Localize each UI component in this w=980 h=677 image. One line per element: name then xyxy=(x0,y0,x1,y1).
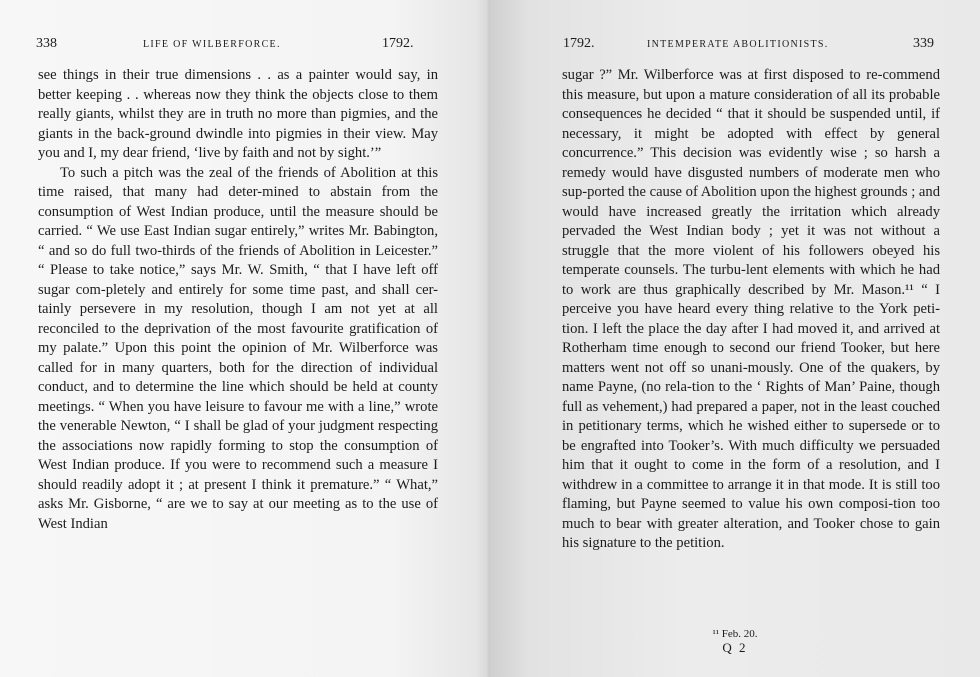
left-page-year: 1792. xyxy=(382,36,414,51)
left-paragraph-2: To such a pitch was the zeal of the friends of Abolition at this time raised, that many had deter-mined to abstain from the consumption of West Indian produce, until the measure should be carried. “ We use East Indian sugar entirely,” writes Mr. Babington, “ and so do full two-thirds of the friends of Abolition in Leicester.” “ Please to take notice,” says Mr. W. Smith, “ that I have left off sugar com-pletely and entirely for some time past, and shall cer-tainly persevere in my resolution, though I am not yet at all reconciled to the deprivation of the most favourite gratification of my palate.” Upon this point the opinion of Mr. Wilberforce was called for in many quarters, both for the direction of individual conduct, and to determine the line which should be held at county meetings. “ When you have leisure to favour me with a line,” wrote the venerable Newton, “ I shall be glad of your judgment respecting the associations now rapidly forming to stop the consumption of West Indian produce. If you were to recommend such a measure I should readily adopt it ; at present I think it premature.” “ What,” asks Mr. Gisborne, “ are we to say at our meeting as to the use of West Indian xyxy=(38,164,438,532)
right-page xyxy=(490,0,980,677)
left-page-header xyxy=(0,36,490,54)
right-page-header xyxy=(490,36,980,54)
right-page-year: 1792. xyxy=(563,36,595,51)
left-running-head: LIFE OF WILBERFORCE. xyxy=(143,39,281,50)
right-running-head: INTEMPERATE ABOLITIONISTS. xyxy=(647,39,829,50)
left-paragraph-1: see things in their true dimensions . . as a painter would say, in better keeping . . whereas now they think the objects close to them really giants, whilst they are in truth no more than pigmies, and the giants in the back-ground dwindle into pigmies in their view. May you and I, my dear friend, ‘live by faith and not by sight.’” xyxy=(38,67,438,161)
right-paragraph-1: sugar ?” Mr. Wilberforce was at first disposed to re-commend this measure, but upon a mature consideration of all its probable consequences he decided “ that it should be suspended until, if necessary, it might be adopted with effect by general concurrence.” This decision was evidently wise ; so harsh a remedy would have disgusted numbers of moderate men who sup-ported the cause of Abolition upon the highest grounds ; and would have increased greatly the irritation which already pervaded the West Indian body ; yet it was not without a struggle that the more violent of his followers obeyed his temperate counsels. The turbu-lent elements with which he had to work are thus graphically described by Mr. Mason.¹¹ “ I perceive you have heard every thing relative to the York peti-tion. I left the place the day after I had moved it, and arrived at Rotherham time enough to second our friend Tooker, but here matters went not off so unani-mously. One of the quakers, by name Payne, (no rela-tion to the ‘ Rights of Man’ Paine, though full as vehement,) had prepared a paper, not in the least couched in petitionary terms, which he wished either to supersede or to be engrafted into Tooker’s. With much difficulty we persuaded him that it ought to come in the form of a resolution, and I withdrew in a committee to arrange it in that mode. It is still too flaming, but Payne seemed to value his own composi-tion too much to bear with greater alteration, and Tooker chose to gain his signature to the petition. xyxy=(562,67,940,551)
left-page-number: 338 xyxy=(36,36,57,51)
right-page-body xyxy=(562,66,940,554)
signature-mark: Q 2 xyxy=(722,640,748,655)
right-page-number: 339 xyxy=(913,36,934,51)
left-page-body xyxy=(38,66,438,534)
footnote: ¹¹ Feb. 20. xyxy=(712,628,758,640)
